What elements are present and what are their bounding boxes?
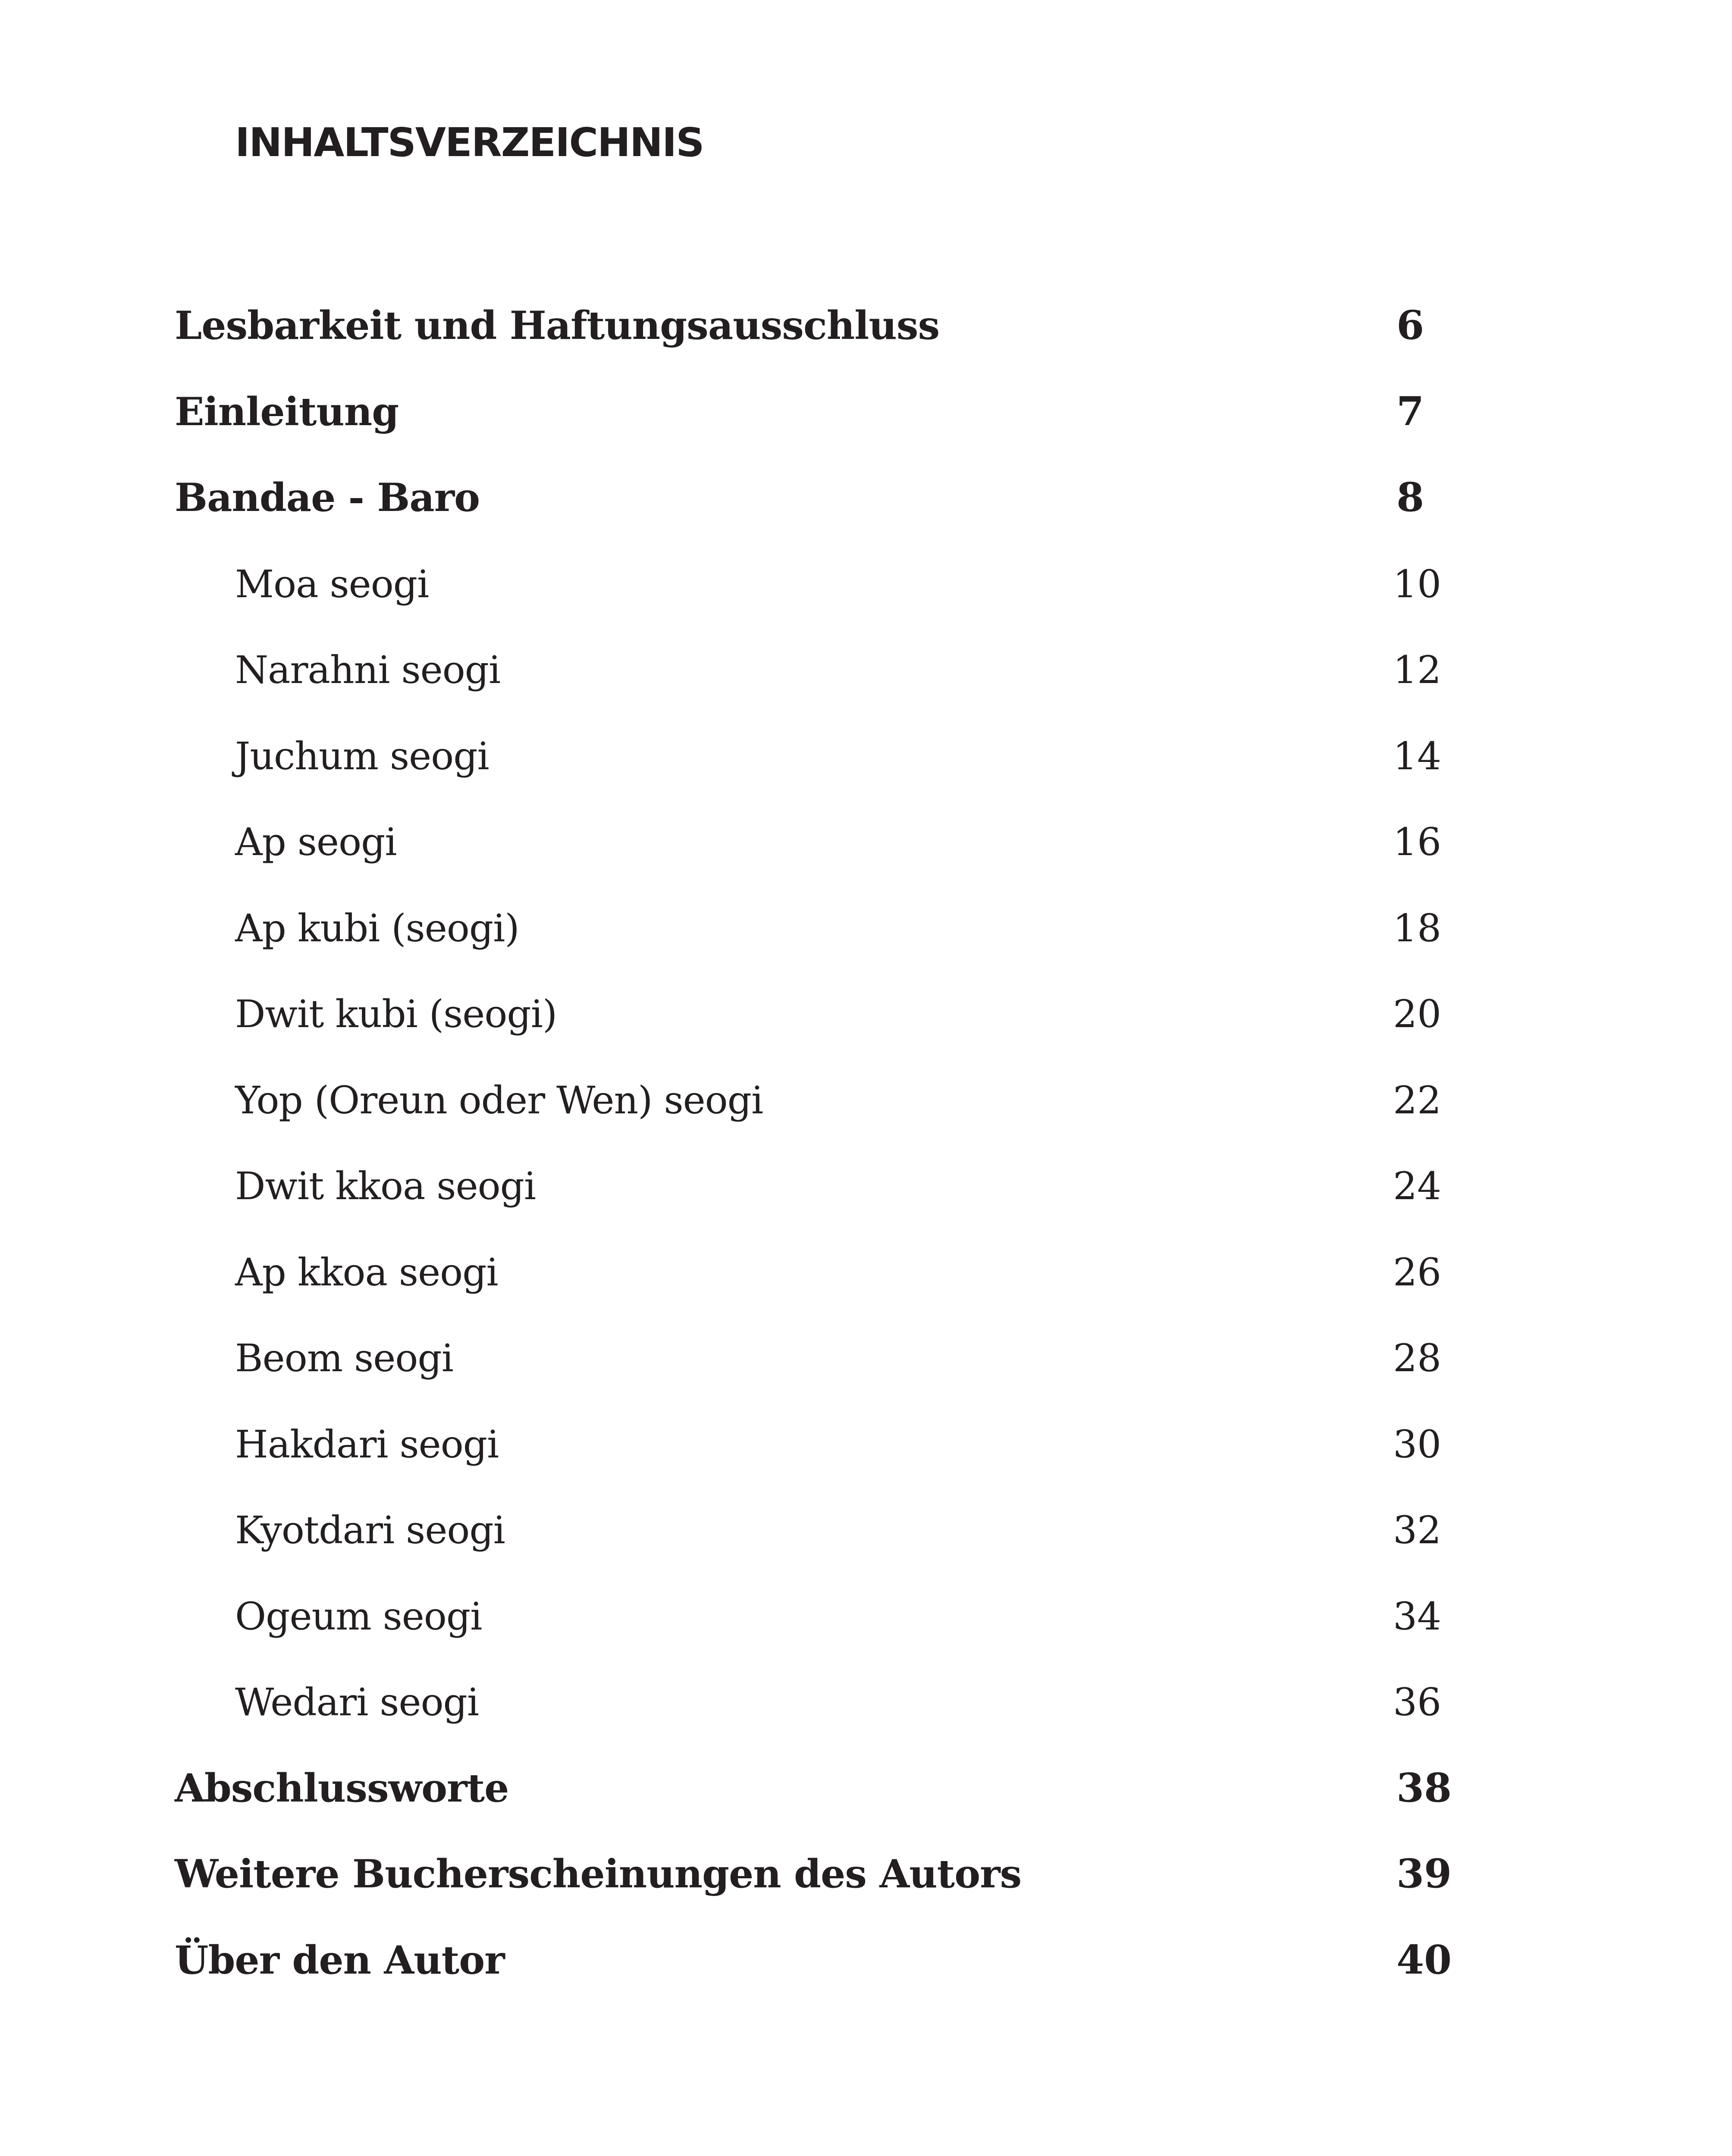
toc-entry[interactable]: [0, 1308, 1732, 1380]
toc-entry-page: 22: [1393, 1078, 1441, 1122]
toc-entry-page: 40: [1396, 1936, 1452, 1983]
toc-entry-label: Wedari seogi: [235, 1680, 479, 1724]
toc-entry-page: 10: [1393, 561, 1441, 606]
toc-entry[interactable]: [0, 706, 1732, 778]
toc-entry-label: Ap kkoa seogi: [235, 1250, 498, 1294]
toc-entry-label: Abschlussworte: [175, 1765, 509, 1811]
toc-entry-label: Lesbarkeit und Haftungsausschluss: [175, 303, 940, 348]
toc-entry-page: 6: [1396, 302, 1425, 348]
toc-entry[interactable]: [0, 792, 1732, 864]
toc-entry-label: Ap seogi: [235, 820, 397, 864]
toc-entry-label: Dwit kkoa seogi: [235, 1164, 536, 1208]
toc-entry[interactable]: [0, 448, 1732, 520]
toc-entry-page: 38: [1396, 1764, 1452, 1811]
toc-entry[interactable]: [0, 1480, 1732, 1552]
toc-entry-label: Moa seogi: [235, 561, 429, 606]
toc-entry-page: 32: [1393, 1508, 1441, 1552]
toc-entry[interactable]: [0, 1136, 1732, 1208]
toc-entry[interactable]: [0, 362, 1732, 435]
toc-entry-page: 24: [1393, 1164, 1441, 1208]
toc-entry-label: Einleitung: [175, 389, 399, 435]
toc-entry-label: Weitere Bucherscheinungen des Autors: [175, 1851, 1022, 1897]
toc-entry-page: 28: [1393, 1336, 1441, 1380]
toc-entry-page: 34: [1393, 1594, 1441, 1639]
toc-entry-label: Juchum seogi: [235, 733, 489, 778]
toc-entry-page: 30: [1393, 1422, 1441, 1467]
toc-entry-label: Bandae - Baro: [175, 475, 480, 520]
page-title: INHALTSVERZEICHNIS: [235, 119, 704, 166]
toc-entry-page: 16: [1393, 820, 1441, 864]
toc-entry[interactable]: [0, 964, 1732, 1036]
toc-entry-label: Hakdari seogi: [235, 1422, 499, 1467]
toc-entry[interactable]: [0, 1824, 1732, 1897]
toc-entry[interactable]: [0, 1567, 1732, 1639]
toc-entry[interactable]: [0, 1652, 1732, 1724]
toc-entry[interactable]: [0, 276, 1732, 348]
toc-entry-label: Über den Autor: [175, 1937, 505, 1983]
toc-entry[interactable]: [0, 1395, 1732, 1467]
toc-entry-page: 12: [1393, 648, 1441, 692]
toc-entry[interactable]: [0, 1050, 1732, 1122]
toc-entry-page: 7: [1396, 388, 1425, 435]
toc-entry-label: Beom seogi: [235, 1336, 453, 1380]
toc-entry-page: 20: [1393, 992, 1441, 1036]
toc-entry-page: 36: [1393, 1680, 1441, 1724]
toc-entry-page: 26: [1393, 1250, 1441, 1294]
toc-entry[interactable]: [0, 620, 1732, 692]
toc-entry-page: 14: [1393, 733, 1441, 778]
toc-entry-page: 8: [1396, 474, 1425, 520]
toc-entry[interactable]: [0, 1222, 1732, 1294]
toc-entry-page: 39: [1396, 1850, 1452, 1897]
toc-entry-label: Kyotdari seogi: [235, 1508, 505, 1552]
toc-entry-label: Narahni seogi: [235, 648, 501, 692]
toc-entry[interactable]: [0, 534, 1732, 606]
toc-entry-label: Ap kubi (seogi): [235, 906, 519, 950]
toc-entry-label: Ogeum seogi: [235, 1594, 482, 1639]
toc-entry[interactable]: [0, 1739, 1732, 1811]
toc-entry-page: 18: [1393, 906, 1441, 950]
toc-entry[interactable]: [0, 1911, 1732, 1983]
toc-entry-label: Dwit kubi (seogi): [235, 992, 557, 1036]
toc-entry[interactable]: [0, 878, 1732, 950]
toc-entry-label: Yop (Oreun oder Wen) seogi: [235, 1078, 763, 1122]
